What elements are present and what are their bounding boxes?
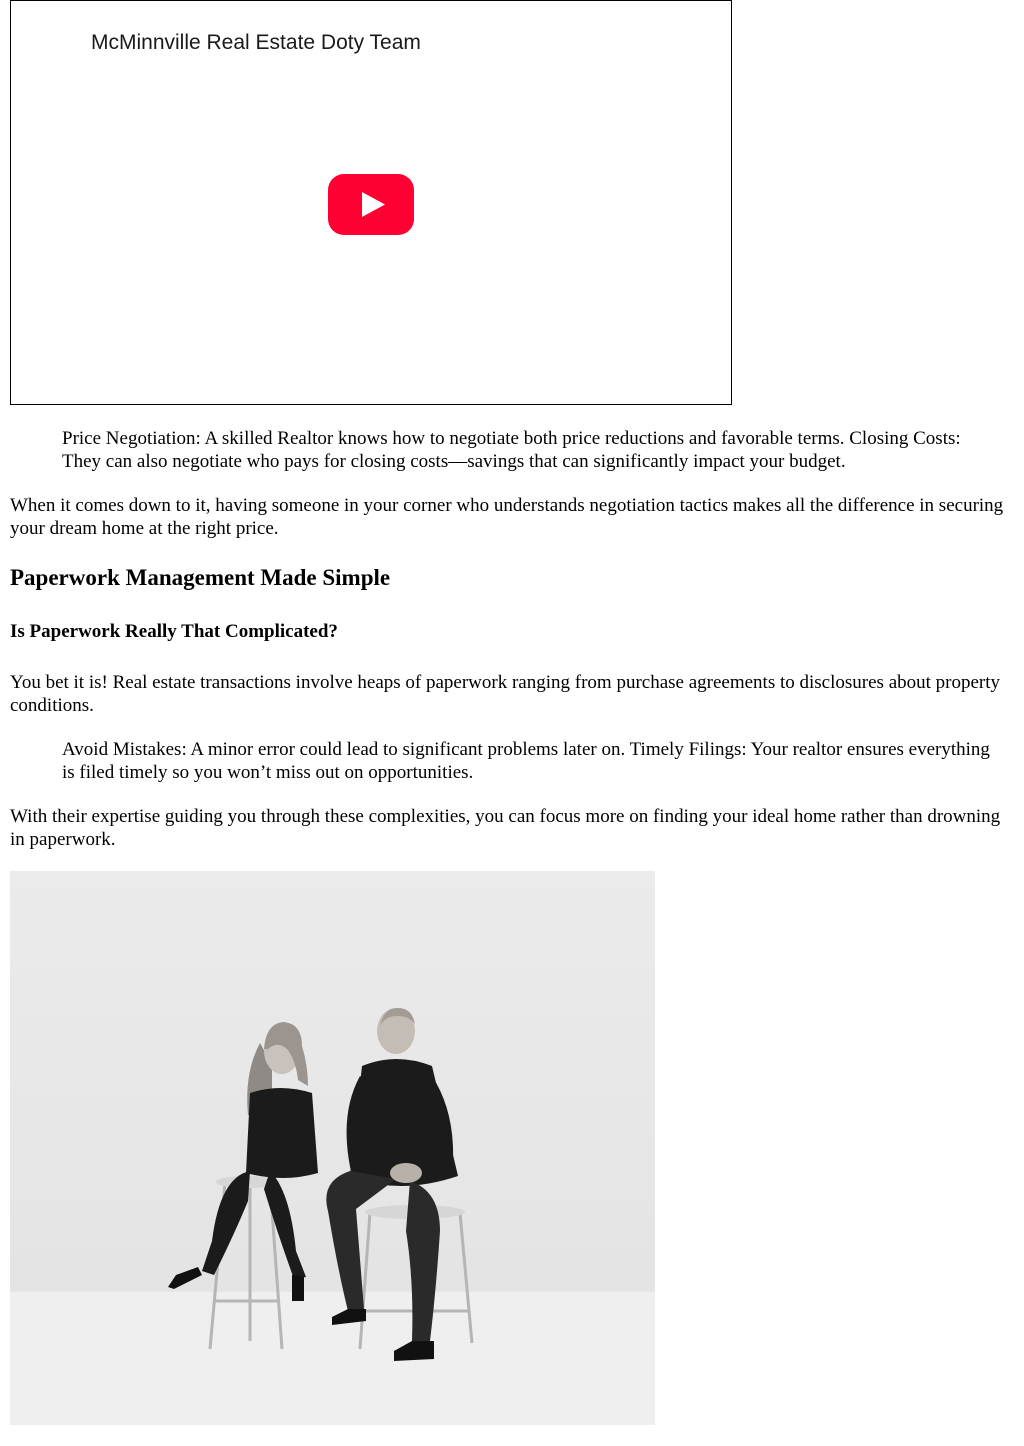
video-embed[interactable] bbox=[10, 0, 732, 405]
blockquote-paperwork: Avoid Mistakes: A minor error could lead to significant problems later on. Timely Filings: Your realtor ensures everything is filed timely so you won’t miss out on opportunities. bbox=[62, 739, 990, 783]
play-button[interactable] bbox=[328, 174, 414, 235]
paragraph-expertise: With their expertise guiding you through these complexities, you can focus more on finding your ideal home rather than drowning in paperwork. bbox=[10, 806, 1001, 850]
section-heading: Paperwork Management Made Simple bbox=[10, 565, 391, 590]
blockquote-negotiation: Price Negotiation: A skilled Realtor knows how to negotiate both price reductions and favorable terms. Closing Costs: They can also negotiate who pays for closing costs—savings that can significantly impact your budget. bbox=[62, 428, 961, 472]
paragraph-paperwork: You bet it is! Real estate transactions involve heaps of paperwork ranging from purchase agreements to disclosures about property conditions. bbox=[10, 672, 1001, 716]
video-title[interactable]: McMinnville Real Estate Doty Team bbox=[91, 31, 421, 54]
subsection-heading: Is Paperwork Really That Complicated? bbox=[10, 621, 338, 642]
team-photo bbox=[10, 871, 655, 1425]
paragraph-negotiation-summary: When it comes down to it, having someone in your corner who understands negotiation tactics makes all the difference in securing your dream home at the right price. bbox=[10, 495, 1004, 539]
play-icon[interactable] bbox=[328, 174, 414, 235]
